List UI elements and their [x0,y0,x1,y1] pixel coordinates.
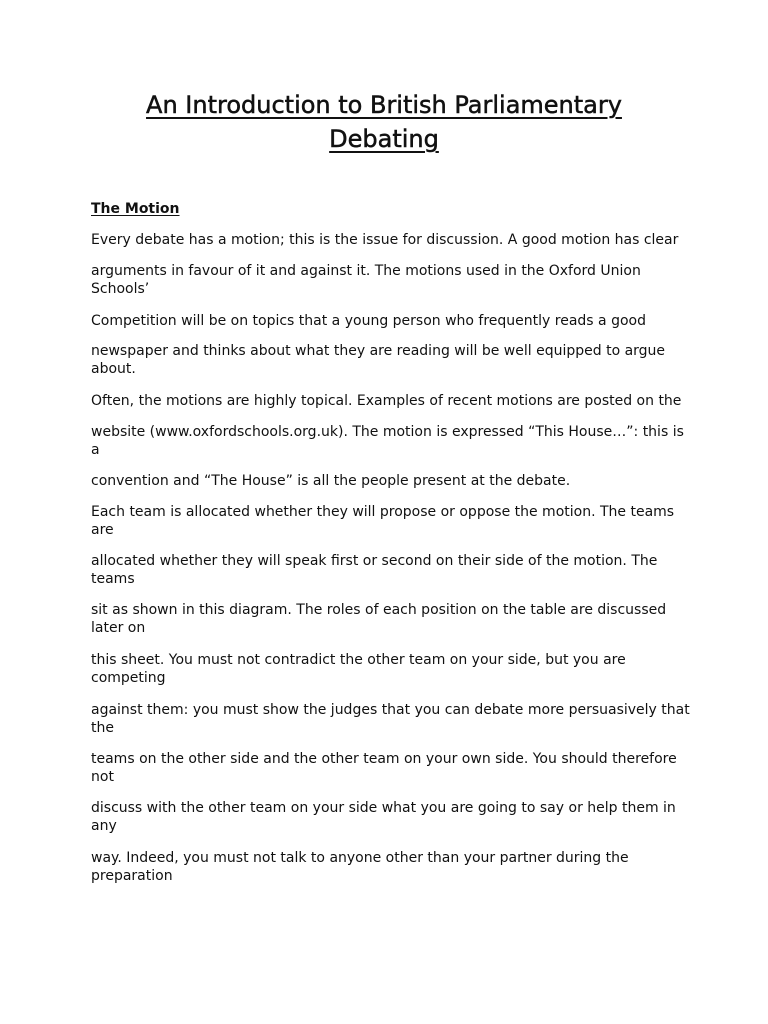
paragraph: this sheet. You must not contradict the other team on your side, but you are competing [91,652,626,686]
paragraph: allocated whether they will speak first or second on their side of the motion. The teams [91,553,658,587]
title-line-2: Debating [329,125,439,153]
page-title [60,88,708,156]
paragraph: against them: you must show the judges that you can debate more persuasively that the [91,702,690,736]
paragraph: website (www.oxfordschools.org.uk). The motion is expressed “This House…”: this is a [91,424,684,458]
paragraph: newspaper and thinks about what they are reading will be well equipped to argue about. [91,343,666,377]
paragraph: sit as shown in this diagram. The roles of each position on the table are discussed later on [91,602,667,636]
title-line-1: An Introduction to British Parliamentary [146,91,622,119]
paragraph: discuss with the other team on your side what you are going to say or help them in any [91,800,676,834]
paragraph: Each team is allocated whether they will propose or oppose the motion. The teams are [91,504,675,538]
paragraph: arguments in favour of it and against it. The motions used in the Oxford Union Schools’ [91,263,641,297]
paragraph: convention and “The House” is all the people present at the debate. [91,473,571,489]
paragraph: Often, the motions are highly topical. Examples of recent motions are posted on the [91,393,682,409]
paragraph: way. Indeed, you must not talk to anyone other than your partner during the preparation [91,850,629,884]
section-heading: The Motion [91,201,180,217]
paragraph: Every debate has a motion; this is the issue for discussion. A good motion has clear [91,232,679,248]
paragraph: teams on the other side and the other team on your own side. You should therefore not [91,751,677,785]
paragraph: Competition will be on topics that a young person who frequently reads a good [91,313,646,329]
